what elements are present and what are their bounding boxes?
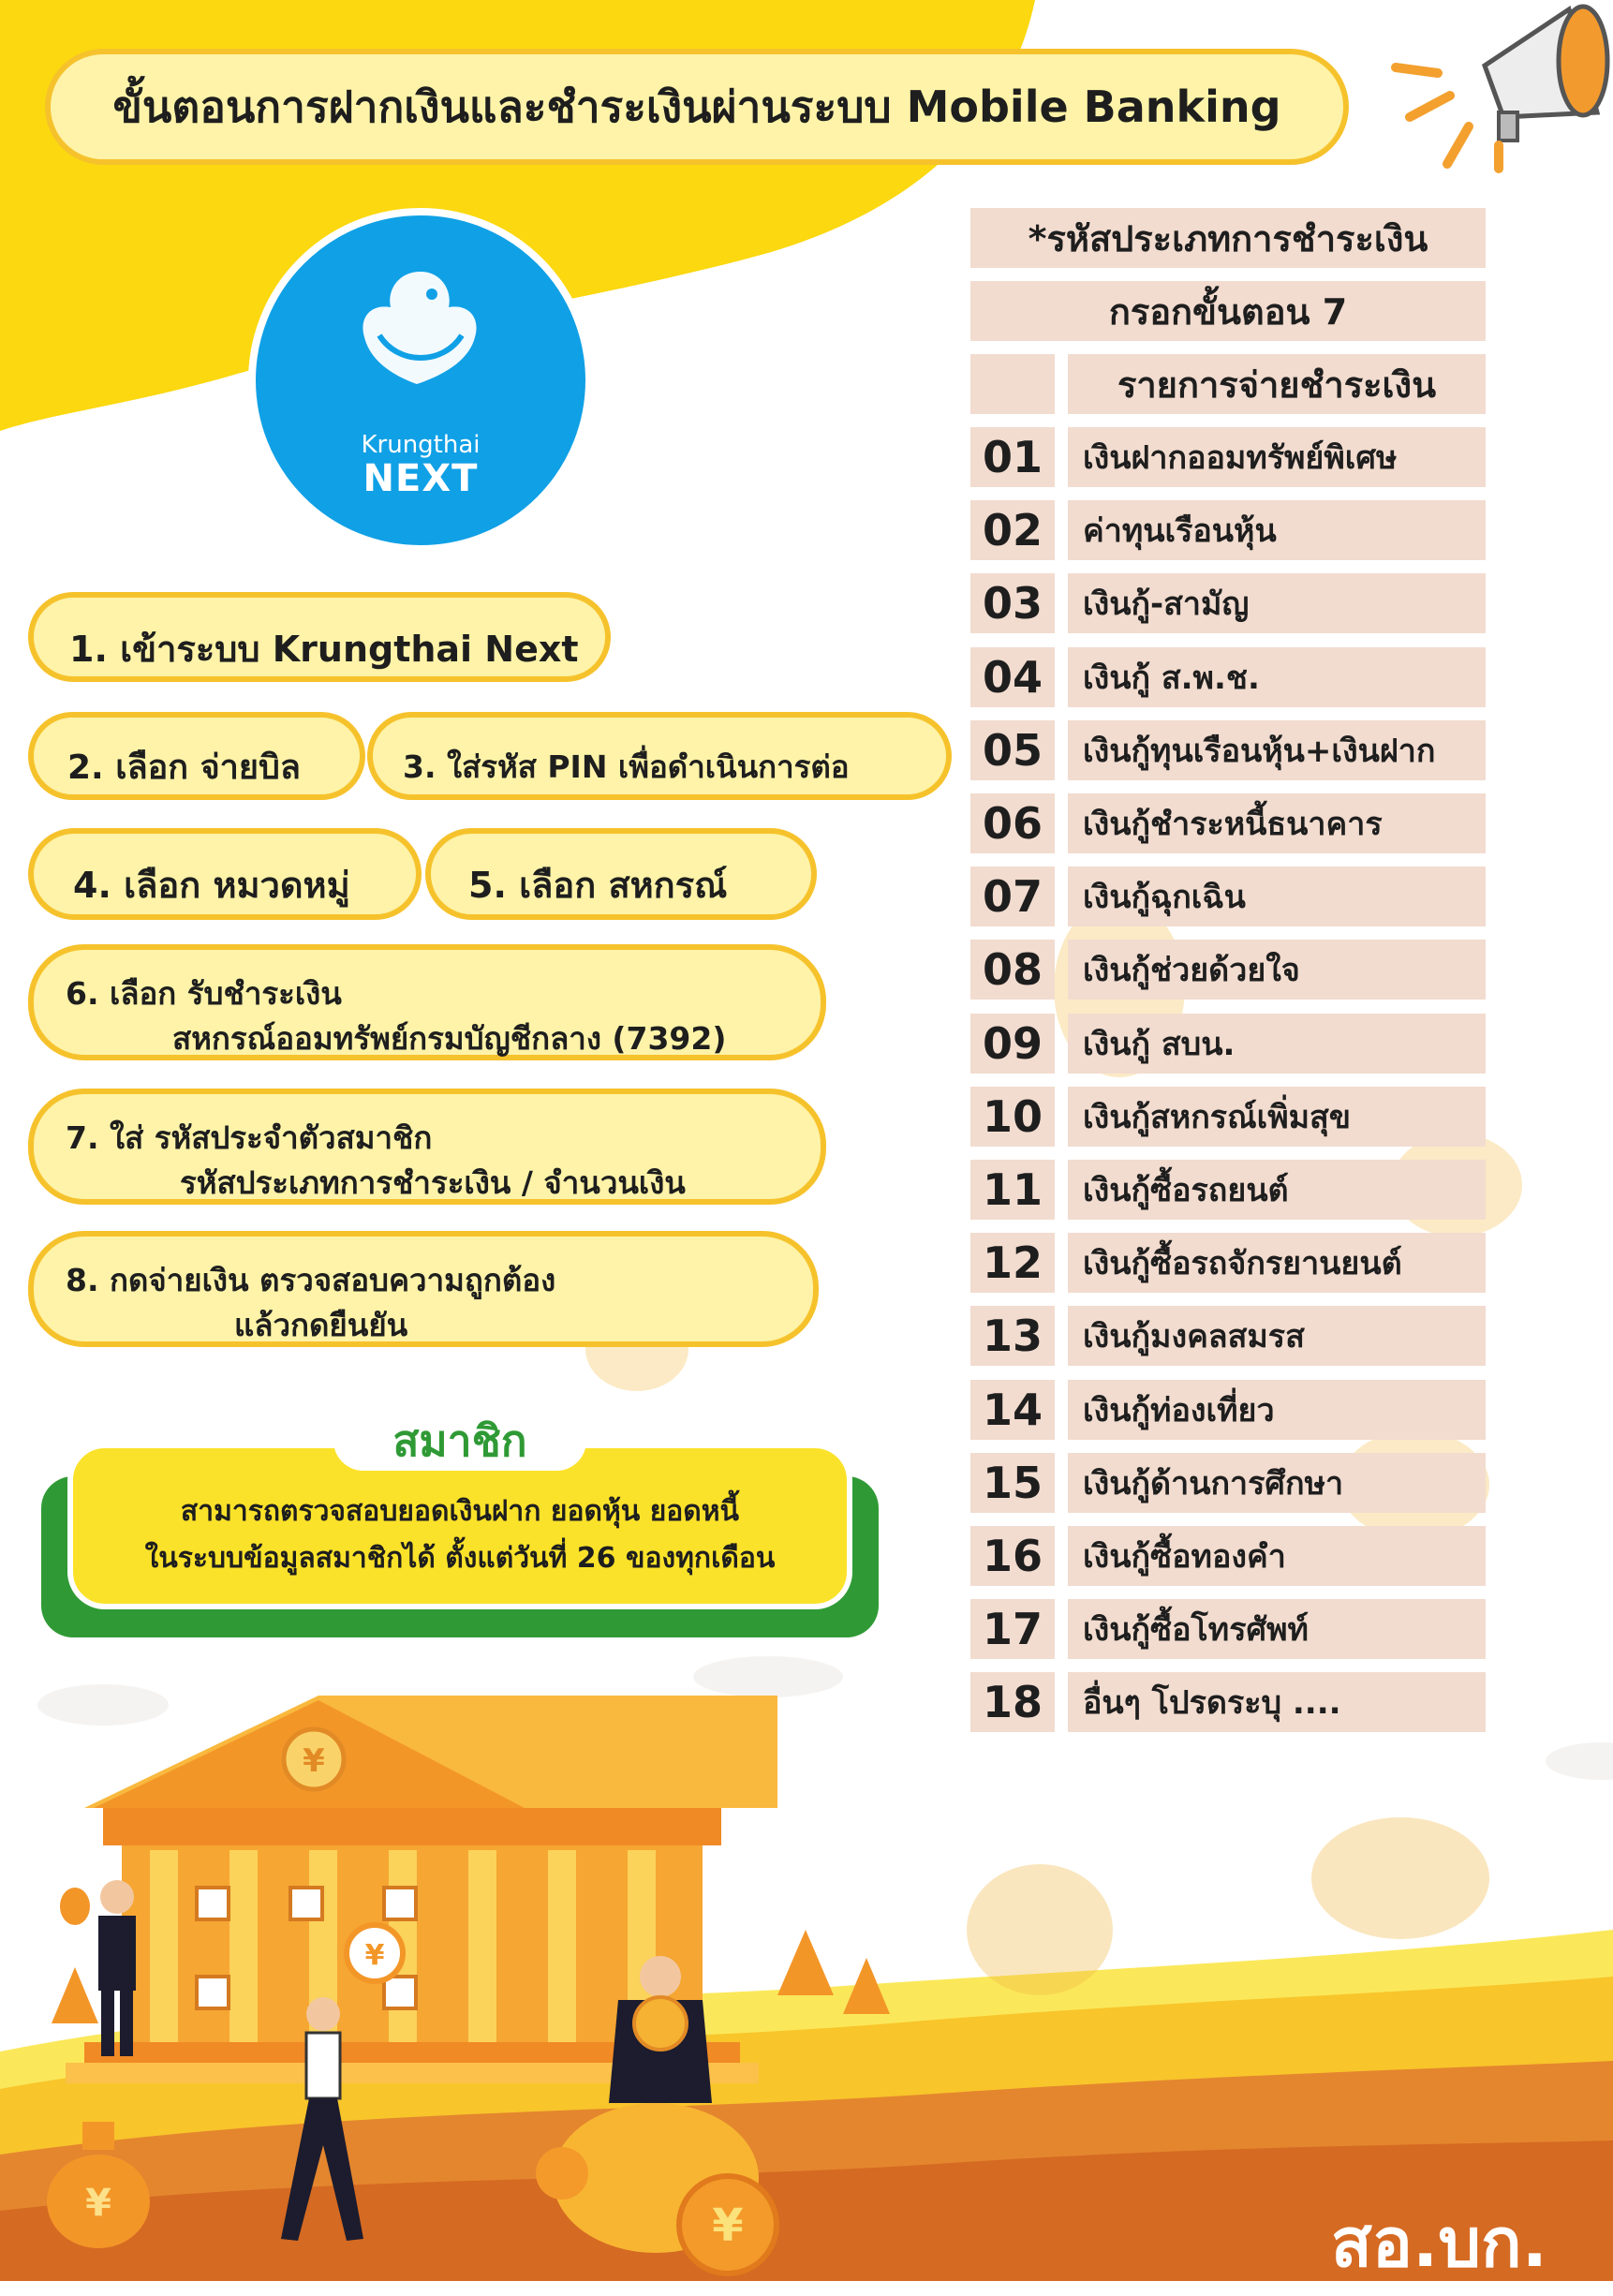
table-row-desc: อื่นๆ โปรดระบุ .... bbox=[1068, 1672, 1486, 1732]
businessman-left-icon bbox=[60, 1880, 136, 2056]
member-line-1: สามารถตรวจสอบยอดเงินฝาก ยอดหุ้น ยอดหนี้ bbox=[180, 1495, 740, 1528]
table-row-desc: ค่าทุนเรือนหุ้น bbox=[1068, 500, 1486, 560]
step-2-text: 2. เลือก จ่ายบิล bbox=[67, 748, 301, 787]
krungthai-next-logo bbox=[248, 208, 593, 553]
table-row-code: 16 bbox=[970, 1526, 1055, 1586]
table-row-code: 05 bbox=[970, 720, 1055, 780]
table-column-header: รายการจ่ายชำระเงิน bbox=[1068, 354, 1486, 414]
table-row-desc: เงินกู้ ส.พ.ช. bbox=[1068, 647, 1486, 707]
table-row-code: 13 bbox=[970, 1306, 1055, 1366]
table-row-code: 11 bbox=[970, 1160, 1055, 1220]
table-row-desc: เงินกู้ทุนเรือนหุ้น+เงินฝาก bbox=[1068, 720, 1486, 780]
table-row-code: 04 bbox=[970, 647, 1055, 707]
step-3 bbox=[367, 712, 952, 800]
step-1 bbox=[28, 592, 611, 682]
svg-text:¥: ¥ bbox=[85, 2182, 111, 2225]
page-title: ขั้นตอนการฝากเงินและชำระเงินผ่านระบบ Mobile Banking bbox=[112, 81, 1281, 132]
svg-text:¥: ¥ bbox=[364, 1939, 385, 1972]
step-4 bbox=[28, 828, 422, 920]
table-row-code: 07 bbox=[970, 867, 1055, 926]
table-row-code: 01 bbox=[970, 427, 1055, 487]
table-row-desc: เงินกู้ช่วยด้วยใจ bbox=[1068, 940, 1486, 1000]
step-4-text: 4. เลือก หมวดหมู่ bbox=[73, 865, 350, 906]
step-8-line2: แล้วกดยืนยัน bbox=[234, 1307, 408, 1343]
step-6 bbox=[28, 944, 826, 1060]
table-row-code: 02 bbox=[970, 500, 1055, 560]
step-5 bbox=[425, 828, 817, 920]
step-3-text: 3. ใส่รหัส PIN เพื่อดำเนินการต่อ bbox=[403, 748, 850, 785]
table-row-code: 06 bbox=[970, 793, 1055, 853]
table-row-code: 14 bbox=[970, 1380, 1055, 1440]
table-row-code: 09 bbox=[970, 1014, 1055, 1074]
table-row-desc: เงินกู้มงคลสมรส bbox=[1068, 1306, 1486, 1366]
member-line-2: ในระบบข้อมูลสมาชิกได้ ตั้งแต่วันที่ 26 ของทุกเดือน bbox=[144, 1542, 776, 1575]
svg-text:¥: ¥ bbox=[712, 2200, 744, 2252]
table-row-code: 03 bbox=[970, 573, 1055, 633]
table-row-desc: เงินกู้ท่องเที่ยว bbox=[1068, 1380, 1486, 1440]
table-row-desc: เงินกู้ชำระหนี้ธนาคาร bbox=[1068, 793, 1486, 853]
logo-next-text: NEXT bbox=[363, 457, 479, 500]
table-row-desc: เงินกู้ซื้อรถจักรยานยนต์ bbox=[1068, 1233, 1486, 1293]
step-6-line2: สหกรณ์ออมทรัพย์กรมบัญชีกลาง (7392) bbox=[172, 1020, 727, 1057]
step-8 bbox=[28, 1231, 819, 1347]
step-7-line2: รหัสประเภทการชำระเงิน / จำนวนเงิน bbox=[180, 1164, 686, 1201]
table-code-header-cell bbox=[970, 354, 1055, 414]
table-row-code: 10 bbox=[970, 1087, 1055, 1147]
table-row-desc: เงินกู้ สบน. bbox=[1068, 1014, 1486, 1074]
table-row-code: 15 bbox=[970, 1453, 1055, 1513]
title-banner bbox=[45, 49, 1349, 165]
table-row-desc: เงินกู้ฉุกเฉิน bbox=[1068, 867, 1486, 926]
table-row-desc: เงินกู้-สามัญ bbox=[1068, 573, 1486, 633]
table-row-desc: เงินฝากออมทรัพย์พิเศษ bbox=[1068, 427, 1486, 487]
step-7-line1: 7. ใส่ รหัสประจำตัวสมาชิก bbox=[66, 1119, 433, 1156]
table-header-title: *รหัสประเภทการชำระเงิน bbox=[970, 208, 1486, 268]
step-7 bbox=[28, 1089, 826, 1205]
table-header-step: กรอกขั้นตอน 7 bbox=[970, 281, 1486, 341]
logo-krungthai-text: Krungthai bbox=[361, 431, 481, 459]
step-1-text: 1. เข้าระบบ Krungthai Next bbox=[69, 629, 579, 670]
garuda-bird-icon bbox=[342, 262, 499, 403]
step-2 bbox=[28, 712, 365, 800]
table-row-code: 17 bbox=[970, 1599, 1055, 1659]
table-row-desc: เงินกู้ด้านการศึกษา bbox=[1068, 1453, 1486, 1513]
step-8-line1: 8. กดจ่ายเงิน ตรวจสอบความถูกต้อง bbox=[66, 1262, 556, 1298]
table-row-desc: เงินกู้ซื้อรถยนต์ bbox=[1068, 1160, 1486, 1220]
megaphone-icon bbox=[1396, 7, 1607, 169]
table-row-code: 18 bbox=[970, 1672, 1055, 1732]
table-row-desc: เงินกู้ซื้อโทรศัพท์ bbox=[1068, 1599, 1486, 1659]
step-5-text: 5. เลือก สหกรณ์ bbox=[468, 865, 728, 906]
table-row-desc: เงินกู้สหกรณ์เพิ่มสุข bbox=[1068, 1087, 1486, 1147]
step-6-line1: 6. เลือก รับชำระเงิน bbox=[66, 975, 342, 1012]
svg-text:¥: ¥ bbox=[303, 1742, 325, 1780]
table-row-code: 08 bbox=[970, 940, 1055, 1000]
brand-text: สอ.บก. bbox=[1330, 2203, 1547, 2282]
member-label bbox=[333, 1411, 586, 1471]
table-row-code: 12 bbox=[970, 1233, 1055, 1293]
member-label-text: สมาชิก bbox=[392, 1415, 527, 1466]
table-row-desc: เงินกู้ซื้อทองคำ bbox=[1068, 1526, 1486, 1586]
